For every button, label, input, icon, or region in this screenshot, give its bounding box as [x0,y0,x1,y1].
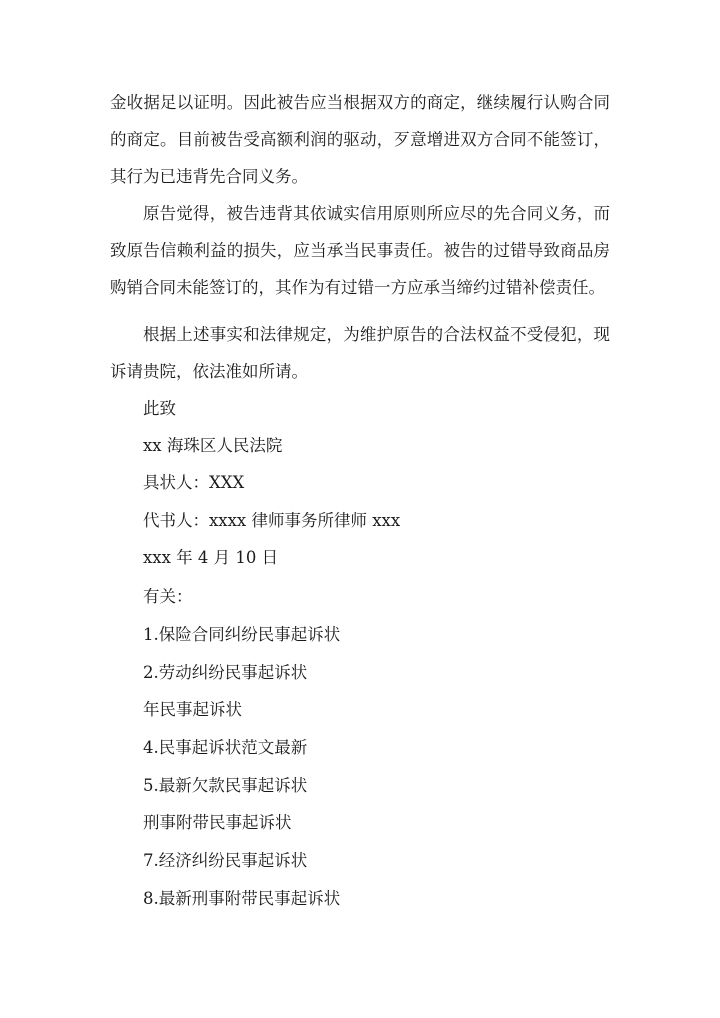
related-list-item[interactable]: 7.经济纠纷民事起诉状 [143,851,308,870]
document-date: xxx 年 4 月 10 日 [143,548,279,567]
body-paragraph-3: 根据上述事实和法律规定，为维护原告的合法权益不受侵犯，现诉请贵院，依法准如所请。 [110,325,610,381]
related-list-item[interactable]: 5.最新欠款民事起诉状 [143,776,308,795]
related-list-item[interactable]: 1.保险合同纠纷民事起诉状 [143,625,341,644]
related-list-item[interactable]: 2.劳动纠纷民事起诉状 [143,663,308,682]
related-list-item[interactable]: 年民事起诉状 [143,700,242,719]
drafter-signature: 代书人：xxxx 律师事务所律师 xxx [143,511,401,530]
related-list-item[interactable]: 8.最新刑事附带民事起诉状 [143,889,341,908]
related-heading: 有关： [143,587,193,606]
related-list-item[interactable]: 刑事附带民事起诉状 [143,813,292,832]
salutation: 此致 [143,399,176,418]
plaintiff-signature: 具状人：XXX [143,473,245,492]
body-paragraph-2: 原告觉得，被告违背其依诚实信用原则所应尽的先合同义务，而致原告信赖利益的损失，应当承当民事责任。被告的过错导致商品房购销合同未能签订的，其作为有过错一方应承当缔约过错补偿责任。 [110,204,610,297]
related-list-item[interactable]: 4.民事起诉状范文最新 [143,738,308,757]
body-paragraph-1: 金收据足以证明。因此被告应当根据双方的商定，继续履行认购合同的商定。目前被告受高额利润的驱动，歹意增进双方合同不能签订，其行为已违背先合同义务。 [110,93,610,186]
court-name: xx 海珠区人民法院 [143,436,283,455]
